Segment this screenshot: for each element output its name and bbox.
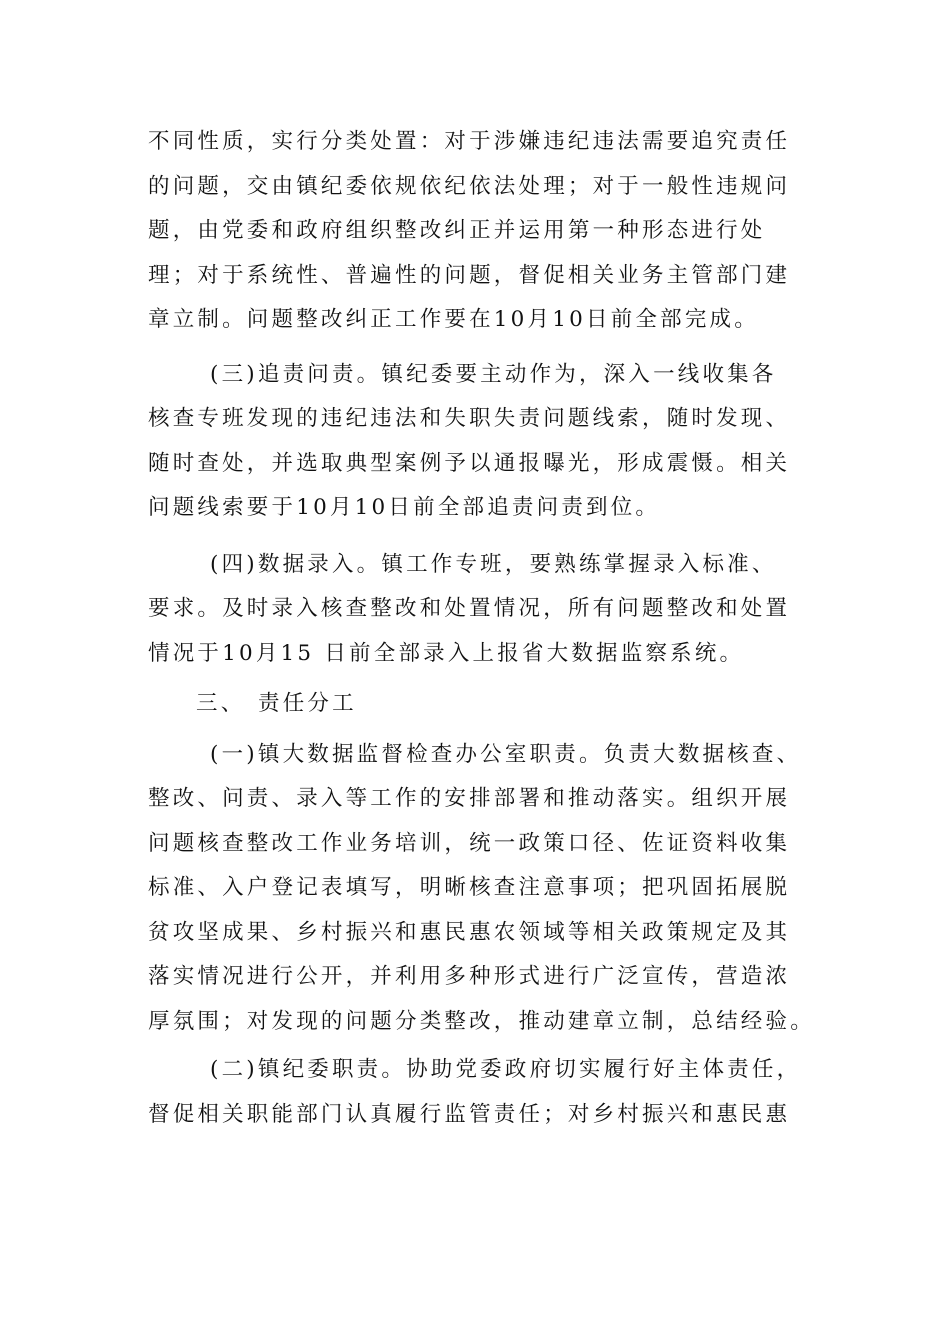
- paragraph-accountability: [148, 353, 816, 531]
- paragraph-bigdata-office: [148, 733, 816, 1045]
- text-line: (二)镇纪委职责。协助党委政府切实履行好主体责任，: [210, 1057, 802, 1082]
- text-line: 理；对于系统性、普遍性的问题，督促相关业务主管部门建: [148, 262, 791, 288]
- text-line: 的问题，交由镇纪委依规依纪依法处理；对于一般性违规问: [148, 173, 791, 199]
- text-line: 情况于10月15 日前全部录入上报省大数据监察系统。: [148, 640, 745, 666]
- text-line: 章立制。问题整改纠正工作要在10月10日前全部完成。: [148, 307, 759, 332]
- document-page: [148, 120, 816, 1149]
- text-line: 问题线索要于10月10日前全部追责问责到位。: [148, 495, 661, 520]
- paragraph-continuation: [148, 120, 816, 343]
- text-line: 核查专班发现的违纪违法和失职失责问题线索，随时发现、: [148, 406, 791, 431]
- text-line: 落实情况进行公开，并利用多种形式进行广泛宣传，营造浓: [148, 964, 791, 989]
- text-line: (四)数据录入。镇工作专班，要熟练掌握录入标准、: [210, 551, 777, 577]
- text-line: 贫攻坚成果、乡村振兴和惠民惠农领域等相关政策规定及其: [148, 919, 791, 945]
- text-line: 随时查处，并选取典型案例予以通报曝光，形成震慑。相关: [148, 450, 791, 476]
- text-line: (一)镇大数据监督检查办公室职责。负责大数据核查、: [210, 741, 802, 767]
- text-line: 督促相关职能部门认真履行监管责任；对乡村振兴和惠民惠: [148, 1101, 791, 1127]
- paragraph-data-entry: [148, 543, 816, 677]
- text-line: 题，由党委和政府组织整改纠正并运用第一种形态进行处: [148, 218, 766, 243]
- section-title: 责任分工: [258, 691, 357, 716]
- text-line: 标准、入户登记表填写，明晰核查注意事项；把巩固拓展脱: [148, 875, 791, 900]
- text-line: 厚氛围；对发现的问题分类整改，推动建章立制，总结经验。: [148, 1008, 815, 1034]
- paragraph-discipline-committee: [148, 1048, 816, 1137]
- text-line: 不同性质，实行分类处置：对于涉嫌违纪违法需要追究责任: [148, 129, 791, 154]
- text-line: 要求。及时录入核查整改和处置情况，所有问题整改和处置: [148, 596, 791, 621]
- text-line: 整改、问责、录入等工作的安排部署和推动落实。组织开展: [148, 786, 791, 811]
- text-line: 问题核查整改工作业务培训，统一政策口径、佐证资料收集: [148, 830, 791, 856]
- text-line: (三)追责问责。镇纪委要主动作为，深入一线收集各: [210, 361, 777, 387]
- section-number: 三、: [196, 691, 246, 716]
- section-heading: [148, 682, 816, 727]
